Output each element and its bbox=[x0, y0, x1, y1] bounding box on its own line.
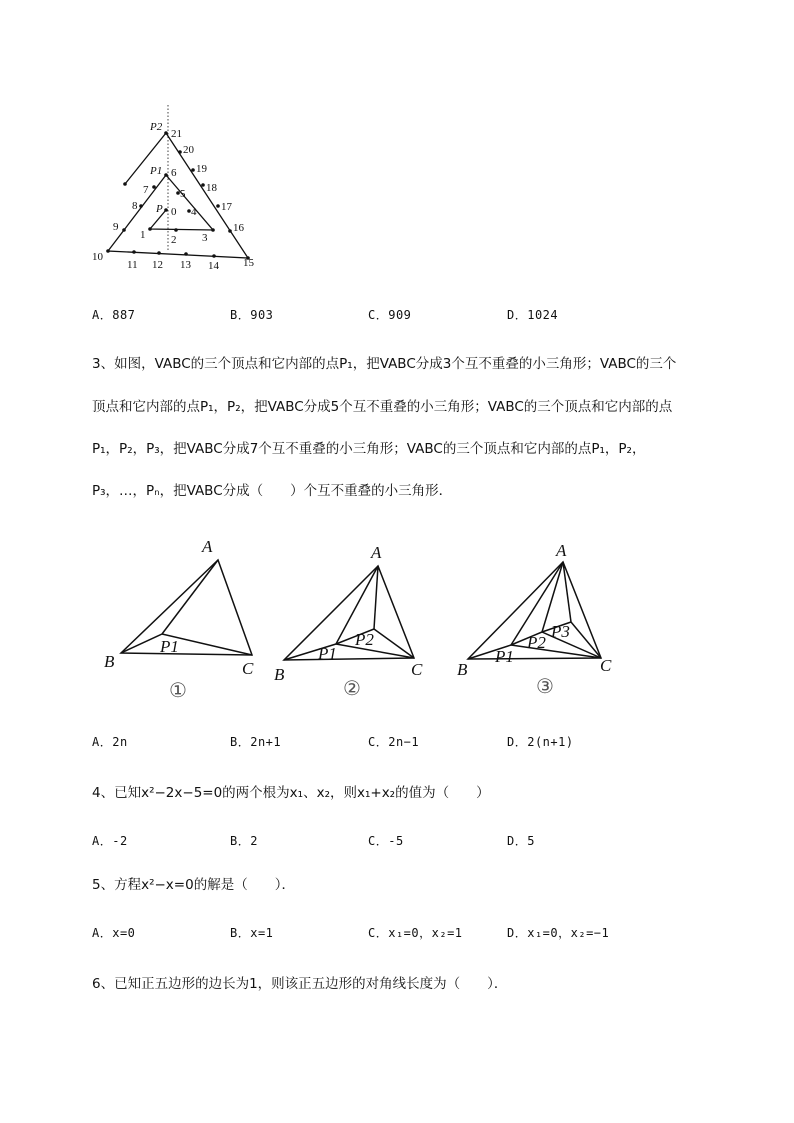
q5-option-c: C．x₁=0，x₂=1 bbox=[368, 926, 463, 940]
spiral-figure bbox=[85, 100, 275, 280]
q3-line-1: 3、如图，VABC的三个顶点和它内部的点P₁，把VABC分成3个互不重叠的小三角形；VABC的三个 bbox=[92, 356, 677, 372]
num-14: 14 bbox=[208, 260, 219, 272]
fig1-label-a: A bbox=[202, 537, 213, 556]
q5-option-a: A．x=0 bbox=[92, 926, 136, 940]
num-1: 1 bbox=[140, 229, 146, 241]
label-p: P bbox=[156, 203, 163, 215]
fig2-number: ② bbox=[343, 678, 361, 700]
num-8: 8 bbox=[132, 200, 138, 212]
q4-option-b: B．2 bbox=[230, 834, 258, 848]
q4-option-c: C．-5 bbox=[368, 834, 404, 848]
fig3-label-a: A bbox=[556, 541, 567, 560]
num-9: 9 bbox=[113, 221, 119, 233]
q5-option-b: B．x=1 bbox=[230, 926, 274, 940]
q3-figures bbox=[95, 535, 635, 705]
fig1-label-c: C bbox=[242, 659, 254, 678]
fig3-label-b: B bbox=[457, 660, 468, 679]
q2-option-b: B．903 bbox=[230, 308, 274, 322]
label-p1: P1 bbox=[150, 165, 163, 177]
num-4: 4 bbox=[191, 206, 197, 218]
num-20: 20 bbox=[183, 144, 194, 156]
q4-option-a: A．-2 bbox=[92, 834, 128, 848]
q3-option-c: C．2n−1 bbox=[368, 735, 420, 749]
q3-option-b: B．2n+1 bbox=[230, 735, 282, 749]
fig2-label-p1: P1 bbox=[318, 644, 337, 663]
fig3-label-p1: P1 bbox=[495, 647, 514, 666]
num-3: 3 bbox=[202, 232, 208, 244]
label-p2: P2 bbox=[150, 121, 163, 133]
q4-text: 4、已知x²−2x−5=0的两个根为x₁、x₂，则x₁+x₂的值为（ ） bbox=[92, 785, 490, 801]
num-13: 13 bbox=[180, 259, 191, 271]
fig2-label-a: A bbox=[371, 543, 382, 562]
q3-line-2: 顶点和它内部的点P₁，P₂，把VABC分成5个互不重叠的小三角形；VABC的三个顶点和它内部的点 bbox=[92, 399, 673, 415]
fig3-number: ③ bbox=[536, 676, 554, 698]
q2-option-a: A．887 bbox=[92, 308, 136, 322]
num-16: 16 bbox=[233, 222, 244, 234]
q3-option-d: D．2(n+1) bbox=[507, 735, 574, 749]
fig2-label-b: B bbox=[274, 665, 285, 684]
q5-text: 5、方程x²−x=0的解是（ ）． bbox=[92, 877, 295, 893]
num-15: 15 bbox=[243, 257, 254, 269]
num-18: 18 bbox=[206, 182, 217, 194]
fig3-label-p2: P2 bbox=[527, 633, 546, 652]
fig2-label-c: C bbox=[411, 660, 423, 679]
num-0: 0 bbox=[171, 206, 177, 218]
fig2-label-p2: P2 bbox=[355, 630, 374, 649]
num-11: 11 bbox=[127, 259, 138, 271]
fig1-label-b: B bbox=[104, 652, 115, 671]
num-6: 6 bbox=[171, 167, 177, 179]
num-10: 10 bbox=[92, 251, 103, 263]
num-17: 17 bbox=[221, 201, 232, 213]
num-19: 19 bbox=[196, 163, 207, 175]
num-12: 12 bbox=[152, 259, 163, 271]
num-2: 2 bbox=[171, 234, 177, 246]
q6-text: 6、已知正五边形的边长为1，则该正五边形的对角线长度为（ ）． bbox=[92, 976, 508, 992]
fig1-number: ① bbox=[169, 680, 187, 702]
num-21: 21 bbox=[171, 128, 182, 140]
fig3-label-c: C bbox=[600, 656, 612, 675]
q3-line-3: P₁，P₂，P₃，把VABC分成7个互不重叠的小三角形；VABC的三个顶点和它内部的点P₁，P₂， bbox=[92, 441, 646, 457]
q3-line-4: P₃，…，Pₙ，把VABC分成（ ）个互不重叠的小三角形． bbox=[92, 483, 453, 499]
q3-option-a: A．2n bbox=[92, 735, 128, 749]
fig3-label-p3: P3 bbox=[551, 622, 570, 641]
num-7: 7 bbox=[143, 184, 149, 196]
q5-option-d: D．x₁=0，x₂=−1 bbox=[507, 926, 610, 940]
num-5: 5 bbox=[180, 188, 186, 200]
q2-option-d: D．1024 bbox=[507, 308, 559, 322]
q4-option-d: D．5 bbox=[507, 834, 535, 848]
q2-option-c: C．909 bbox=[368, 308, 412, 322]
fig1-label-p1: P1 bbox=[160, 637, 179, 656]
